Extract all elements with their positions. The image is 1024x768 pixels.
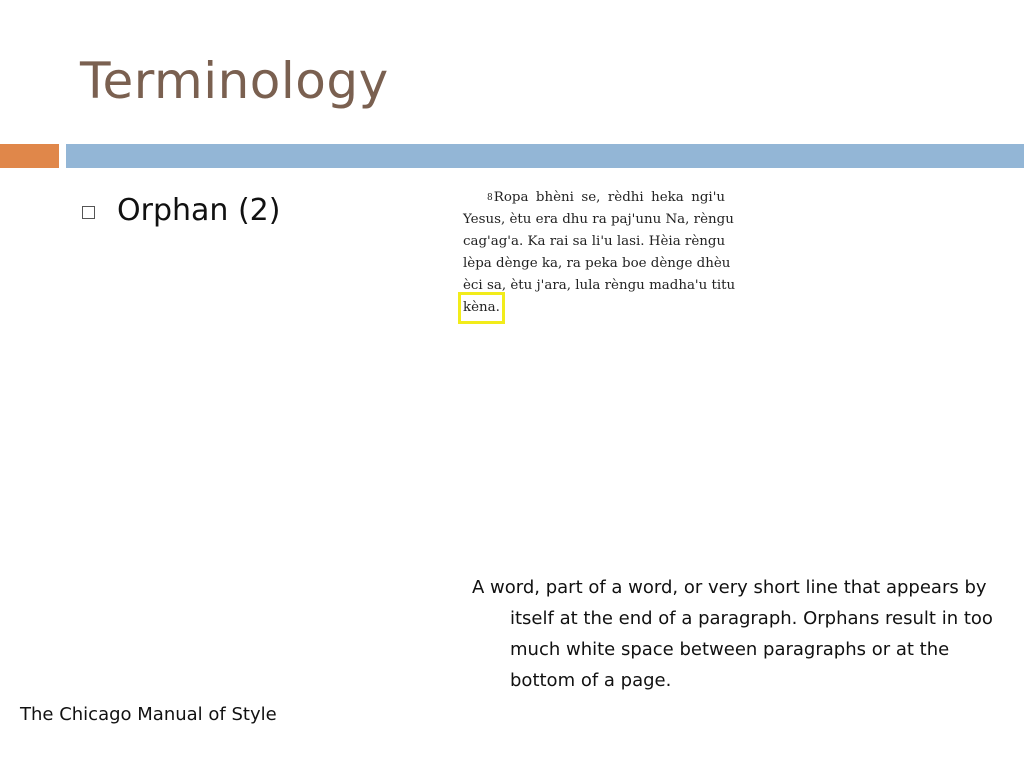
excerpt-line: Yesus, ètu era dhu ra paj'unu Na, rèngu [463, 212, 734, 227]
excerpt-line: èci sa, ètu j'ara, lula rèngu madha'u titu [463, 278, 736, 293]
text-excerpt-image [463, 187, 736, 319]
accent-bar-blue [66, 144, 1024, 168]
excerpt-line: cag'ag'a. Ka rai sa li'u lasi. Hèia rèngu [463, 234, 726, 249]
verse-number: 8 [487, 193, 493, 203]
source-citation: The Chicago Manual of Style [20, 704, 277, 725]
accent-bar-orange [0, 144, 59, 168]
excerpt-line [463, 187, 725, 209]
bullet-text: Orphan (2) [117, 193, 281, 228]
excerpt-line-text: Ropa bhèni se, rèdhi heka ngi'u [493, 190, 725, 205]
definition-text: A word, part of a word, or very short line that appears by itself at the end of a paragraph. Orphans result in too much white space between paragraphs or at the bottom of a page. [472, 577, 993, 691]
square-bullet-icon [82, 206, 95, 219]
excerpt-line: lèpa dènge ka, ra peka boe dènge dhèu [463, 256, 731, 271]
bullet-item [82, 193, 280, 228]
orphan-word-highlight: kèna. [463, 297, 500, 319]
slide-title: Terminology [80, 52, 389, 110]
excerpt-line-orphan [463, 297, 725, 319]
